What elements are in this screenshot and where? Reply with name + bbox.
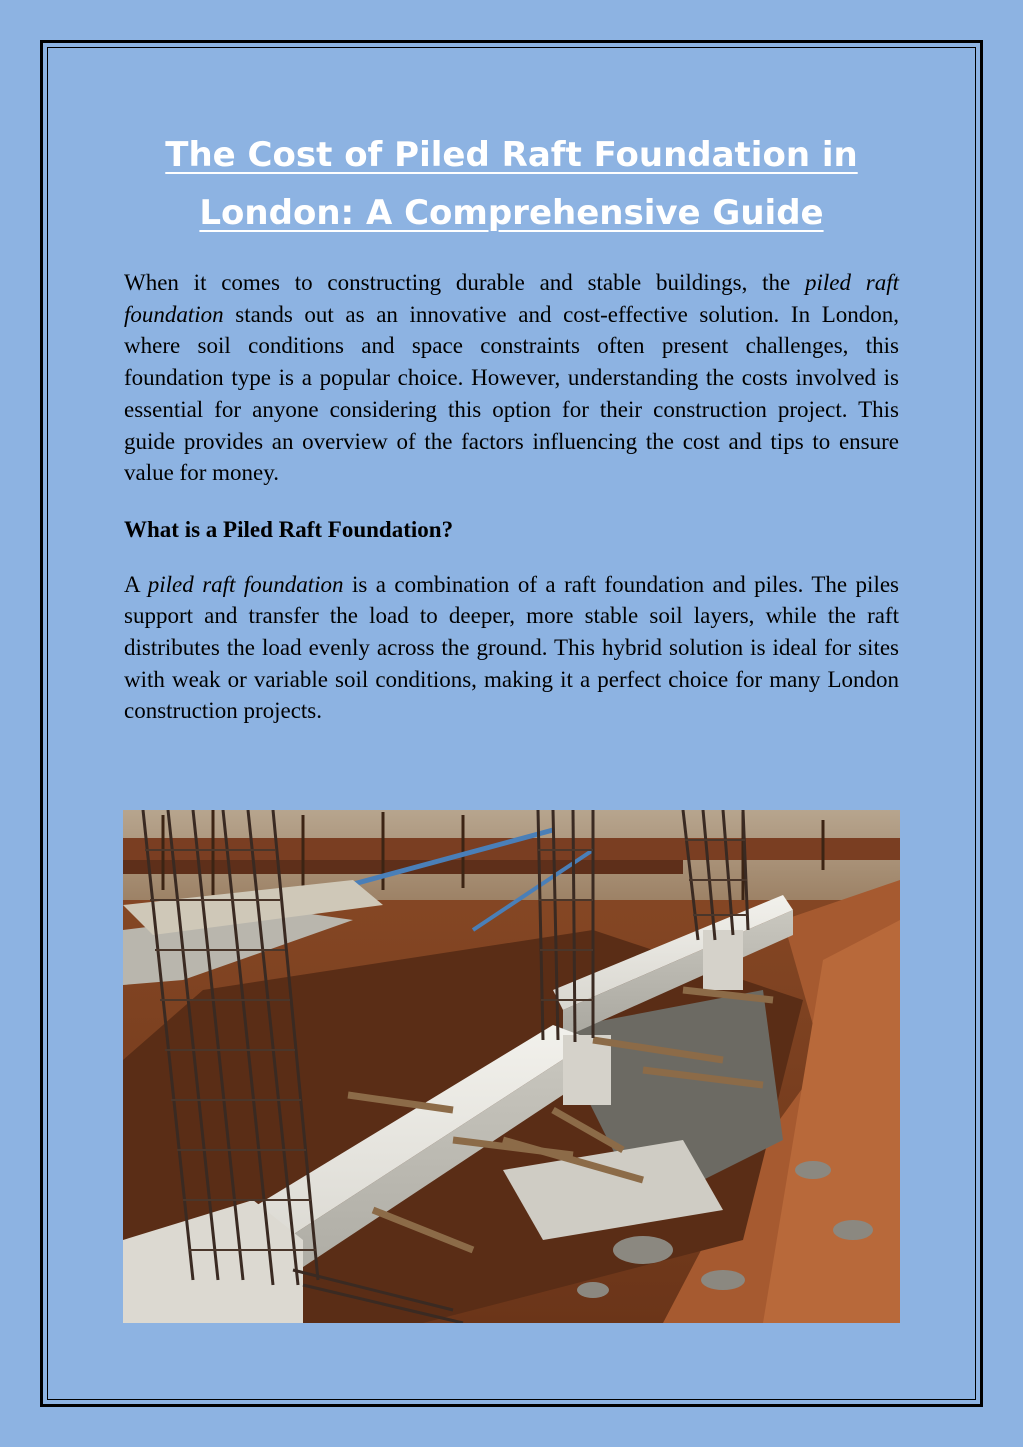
- title-line-1: The Cost of Piled Raft Foundation in: [165, 135, 858, 175]
- title-line-2: London: A Comprehensive Guide: [199, 193, 824, 233]
- page-title: [100, 126, 923, 242]
- definition-paragraph: [124, 569, 899, 728]
- intro-text-end: stands out as an innovative and cost-effective solution. In London, where soil conditions and space constraints often present challenges, this foundation type is a popular choice. However, understanding the costs involved is essential for anyone considering this option for their construction project. This guide provides an overview of the factors influencing the cost and tips to ensure value for money.: [124, 301, 899, 486]
- definition-emphasis: piled raft foundation: [147, 571, 344, 597]
- construction-site-photo: [123, 810, 900, 1323]
- intro-emphasis: piled raft foundation: [124, 270, 899, 327]
- article-body: [124, 267, 899, 727]
- definition-text-end: is a combination of a raft foundation and piles. The piles support and transfer the load to deeper, more stable soil layers, while the raft distributes the load evenly across the ground. This hybrid solution is ideal for sites with weak or variable soil conditions, making it a perfect choice for many London construction projects.: [124, 571, 899, 724]
- section-heading: What is a Piled Raft Foundation?: [124, 516, 454, 542]
- intro-paragraph: [124, 267, 899, 489]
- intro-text-start: When it comes to constructing durable and stable buildings, the: [124, 270, 805, 295]
- definition-text-start: A: [124, 571, 148, 597]
